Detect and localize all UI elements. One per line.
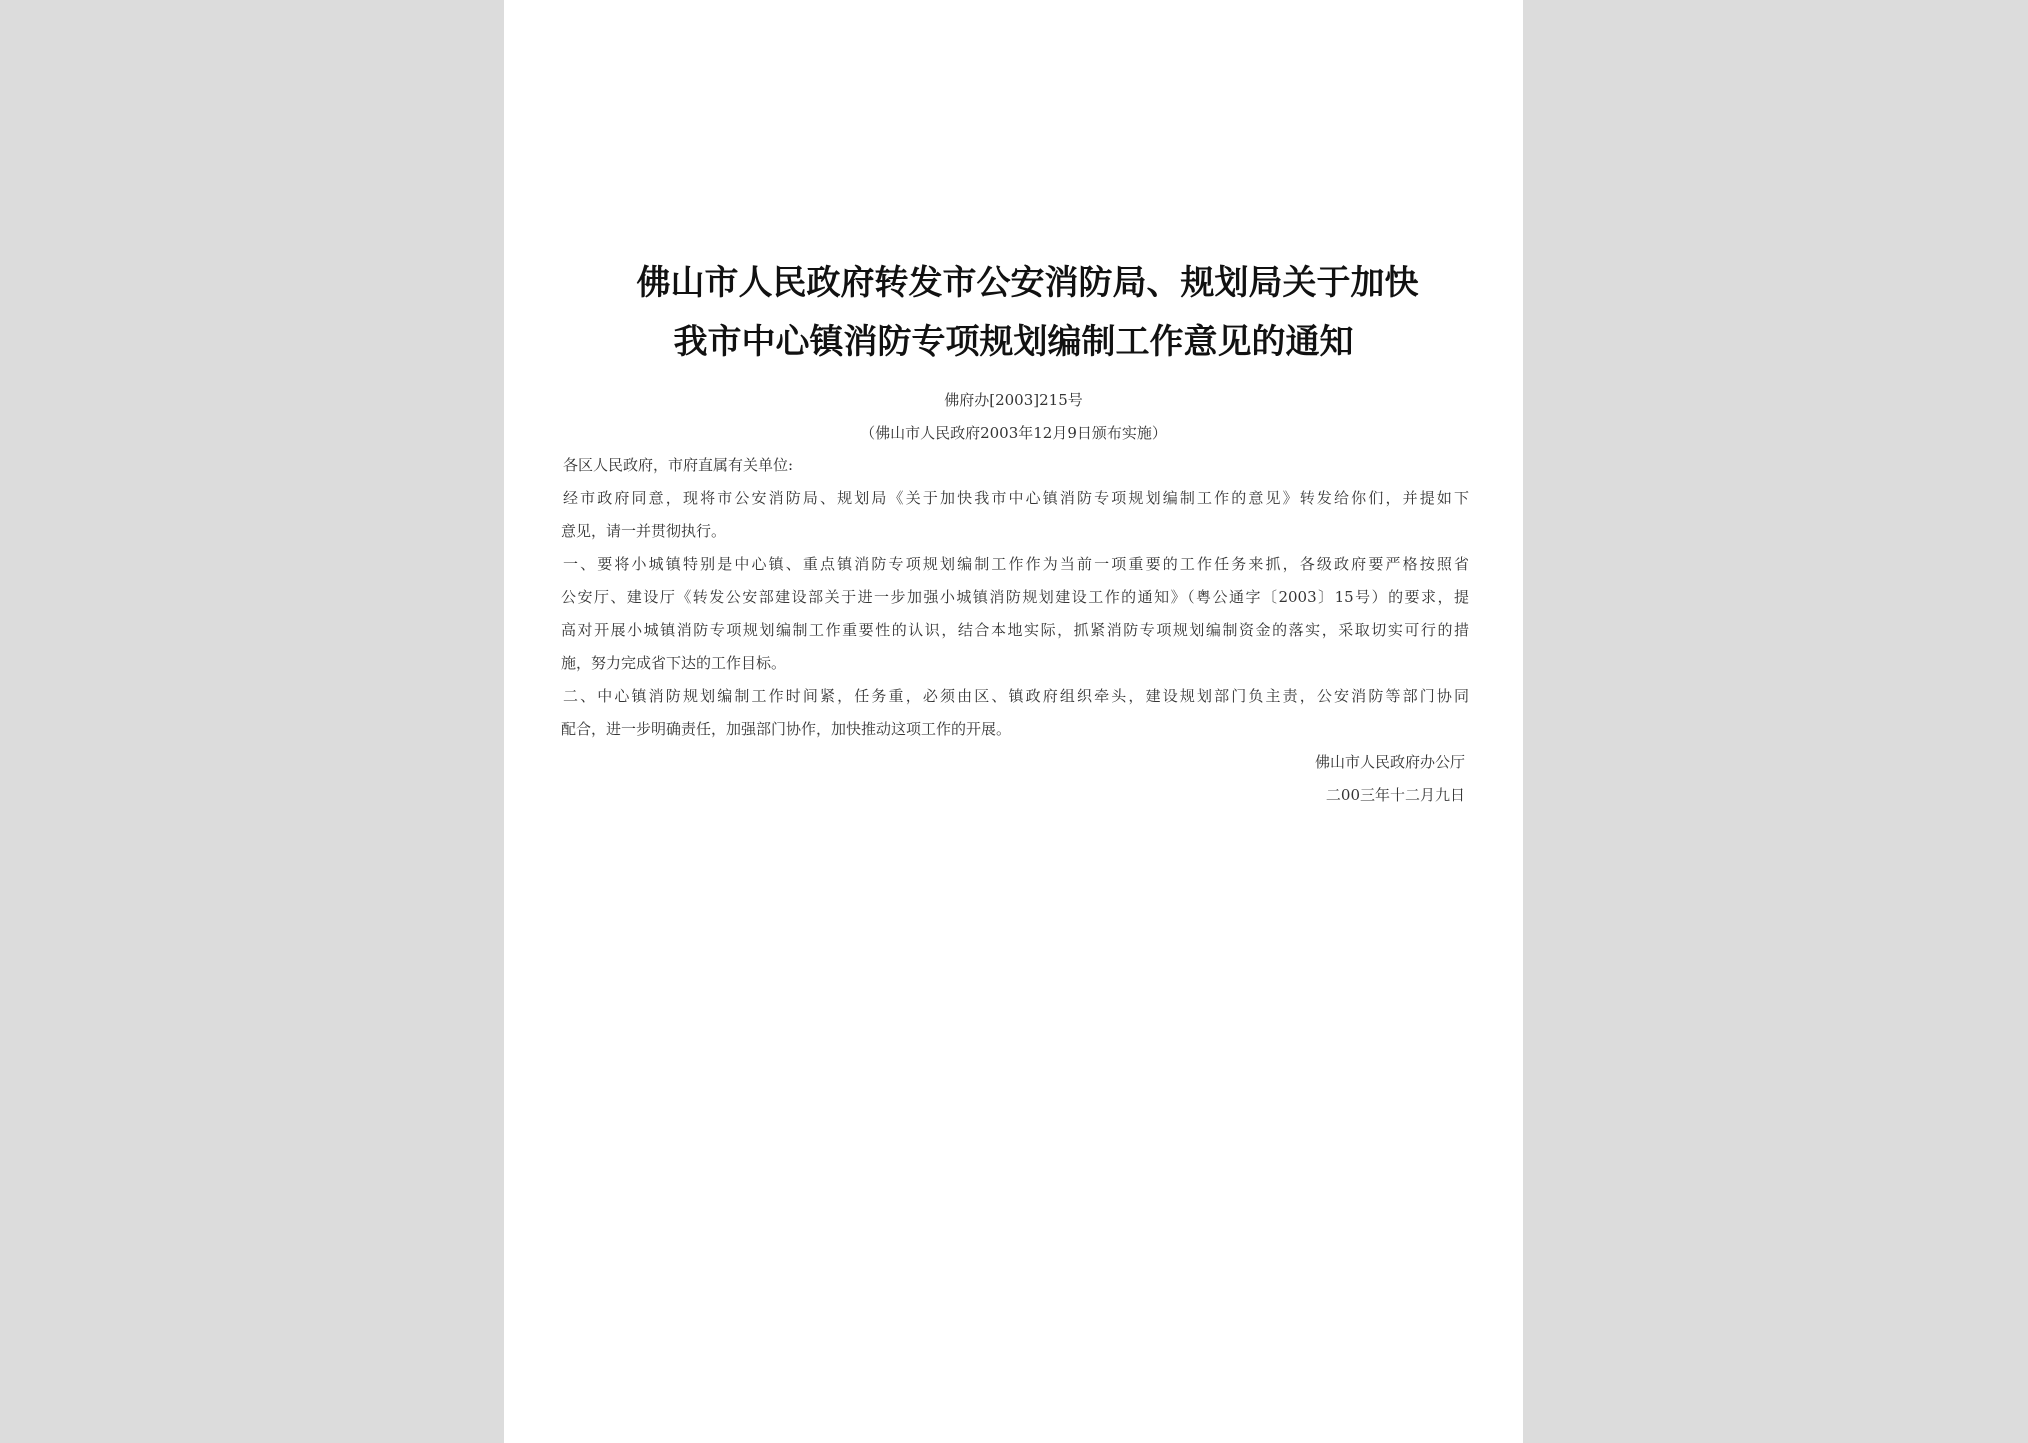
paragraph-1-line-2: 意见，请一并贯彻执行。 xyxy=(561,522,727,540)
paragraph-2-line-4: 施，努力完成省下达的工作目标。 xyxy=(561,654,787,672)
document-title-line-1: 佛山市人民政府转发市公安消防局、规划局关于加快 xyxy=(636,263,1419,303)
document-date: 二00三年十二月九日 xyxy=(1325,786,1465,804)
paragraph-2-line-1: 一、要将小城镇特别是中心镇、重点镇消防专项规划编制工作作为当前一项重要的工作任务来抓，各级政府要严格按照省 xyxy=(563,555,1469,573)
paragraph-1-line-1: 经市政府同意，现将市公安消防局、规划局《关于加快我市中心镇消防专项规划编制工作的意见》转发给你们，并提如下 xyxy=(563,489,1469,507)
issued-note: （佛山市人民政府2003年12月9日颁布实施） xyxy=(860,424,1167,442)
paragraph-2-line-2: 公安厅、建设厅《转发公安部建设部关于进一步加强小城镇消防规划建设工作的通知》（粤公通字〔2003〕15号）的要求，提 xyxy=(561,588,1469,606)
signature: 佛山市人民政府办公厅 xyxy=(1314,753,1465,771)
document-page xyxy=(504,0,1523,1443)
paragraph-3-line-1: 二、中心镇消防规划编制工作时间紧，任务重，必须由区、镇政府组织牵头，建设规划部门负主责，公安消防等部门协同 xyxy=(563,687,1469,705)
paragraph-3-line-2: 配合，进一步明确责任，加强部门协作，加快推动这项工作的开展。 xyxy=(561,720,1012,738)
document-number: 佛府办[2003]215号 xyxy=(944,391,1083,409)
salutation: 各区人民政府，市府直属有关单位: xyxy=(563,456,794,474)
paragraph-2-line-3: 高对开展小城镇消防专项规划编制工作重要性的认识，结合本地实际，抓紧消防专项规划编制资金的落实，采取切实可行的措 xyxy=(561,621,1469,639)
document-title-line-2: 我市中心镇消防专项规划编制工作意见的通知 xyxy=(673,322,1354,362)
